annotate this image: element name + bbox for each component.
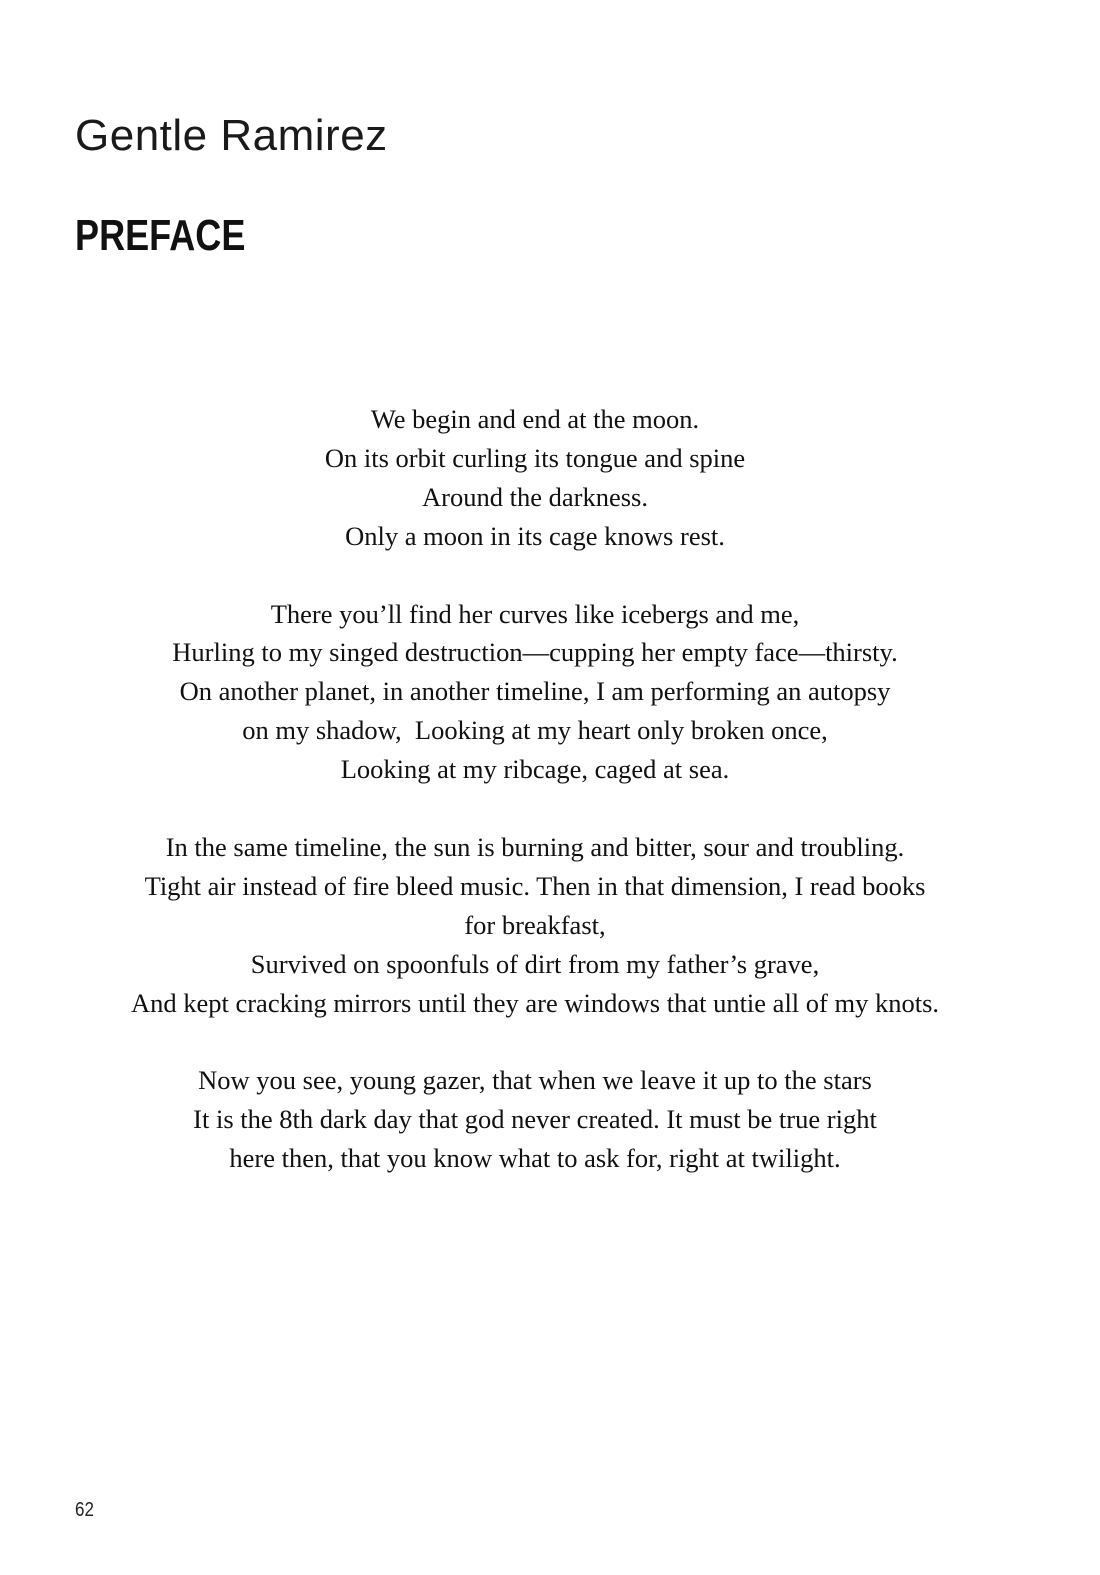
poem-line: On its orbit curling its tongue and spine: [324, 442, 746, 473]
poem-line: Looking at my ribcage, caged at sea.: [340, 754, 730, 785]
stanza-2: [60, 595, 1010, 790]
poem-line: On another planet, in another timeline, I am performing an autopsy: [179, 676, 891, 707]
poem-line: There you’ll find her curves like icebergs and me,: [270, 598, 800, 629]
poem-line: Survived on spoonfuls of dirt from my father’s grave,: [250, 948, 820, 979]
poem-body: [60, 400, 1010, 1217]
poem-line: It is the 8th dark day that god never created. It must be true right: [193, 1104, 877, 1135]
stanza-1: [60, 400, 1010, 556]
poem-line: And kept cracking mirrors until they are windows that untie all of my knots.: [130, 987, 940, 1018]
poem-line: on my shadow, Looking at my heart only broken once,: [242, 715, 828, 746]
page-number: 62: [75, 1499, 94, 1521]
poem-line: here then, that you know what to ask for, right at twilight.: [229, 1143, 841, 1174]
poem-line: We begin and end at the moon.: [370, 404, 700, 434]
poem-line: Tight air instead of fire bleed music. Then in that dimension, I read books: [144, 870, 926, 901]
stanza-4: [60, 1061, 1010, 1178]
stanza-3: [60, 828, 1010, 1023]
page-title: PREFACE: [75, 211, 246, 260]
poem-line: Only a moon in its cage knows rest.: [345, 520, 725, 551]
author-name: Gentle Ramirez: [75, 111, 388, 160]
poem-line: Now you see, young gazer, that when we leave it up to the stars: [198, 1065, 872, 1096]
poem-line: Around the darkness.: [422, 481, 648, 512]
poem-line: for breakfast,: [464, 909, 606, 940]
poem-line: In the same timeline, the sun is burning and bitter, sour and troubling.: [165, 831, 905, 862]
poem-line: Hurling to my singed destruction—cupping her empty face—thirsty.: [172, 637, 898, 668]
